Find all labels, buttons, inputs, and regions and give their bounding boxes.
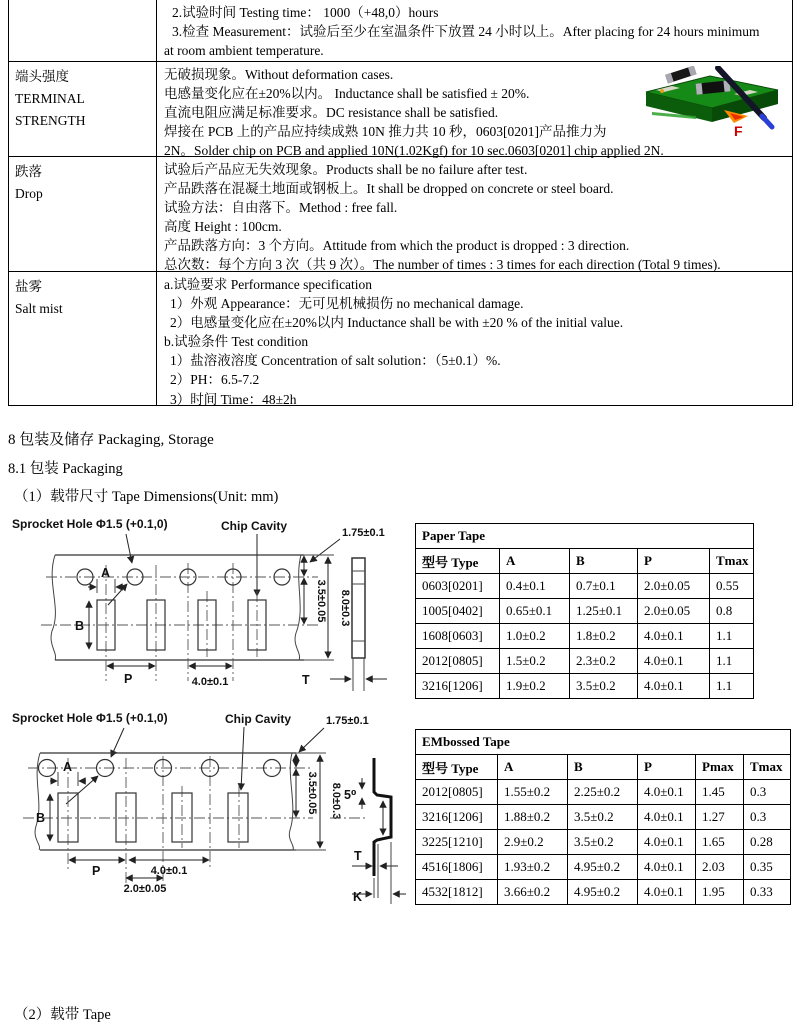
cell: 3216[1206] <box>416 674 500 699</box>
cell: 1.8±0.2 <box>570 624 638 649</box>
leader-arrow <box>241 727 244 790</box>
dim-t-label: T <box>354 849 362 863</box>
paper-tape-dimension-diagram <box>8 513 408 709</box>
table-title: EMbossed Tape <box>416 730 791 755</box>
cell: 4.0±0.1 <box>638 649 710 674</box>
cell: 0.3 <box>744 780 791 805</box>
cell: 4516[1806] <box>416 855 498 880</box>
cell: 2012[0805] <box>416 780 498 805</box>
table-row-salt-mist <box>9 272 792 406</box>
row-label-line: 端头强度 <box>15 69 69 84</box>
spec-line: 3.检查 Measurement：试验后至少在室温条件下放置 24 小时以上。After placing for 24 hours minimum <box>172 24 760 40</box>
spec-line: 试验后产品应无失效现象。Products shall be no failure after test. <box>164 162 528 177</box>
cell: 2.0±0.05 <box>638 599 710 624</box>
dim-b-label: B <box>36 811 46 825</box>
cell: 1.65 <box>696 830 744 855</box>
table-row <box>416 599 754 624</box>
dim-a-label: A <box>63 760 73 774</box>
spec-line: b.试验条件 Test condition <box>164 334 309 350</box>
cell: 3216[1206] <box>416 805 498 830</box>
cell: 3.5±0.2 <box>568 805 638 830</box>
leader-arrow <box>299 728 324 752</box>
cell: 1.5±0.2 <box>500 649 570 674</box>
cell: 4.0±0.1 <box>638 674 710 699</box>
dim-p-label: P <box>92 864 101 878</box>
break-line <box>51 555 56 660</box>
terminal-strength-illustration <box>638 66 790 144</box>
table-row <box>416 830 791 855</box>
dim-b-label: B <box>75 619 85 633</box>
spec-line: 2N。Solder chip on PCB and applied 10N(1.02Kgf) for 10 sec.0603[0201] chip applied 2N. <box>164 143 664 159</box>
row-label-cell <box>9 157 157 271</box>
cell: 0.7±0.1 <box>570 574 638 599</box>
spec-line: 试验方法：自由落下。Method : free fall. <box>164 200 398 216</box>
angle-label: 5⁰ <box>344 788 357 802</box>
row-label-line: Salt mist <box>15 301 63 316</box>
col-header: B <box>570 549 638 574</box>
spec-line: 产品跌落方向：3 个方向。Attitude from which the product is dropped : 3 direction. <box>164 238 630 254</box>
col-header: A <box>498 755 568 780</box>
row-label-line: 盐雾 <box>15 279 42 294</box>
table-row <box>416 780 791 805</box>
cell: 4.0±0.1 <box>638 880 696 905</box>
table-row <box>416 574 754 599</box>
dim-width-label: 8.0±0.3 <box>339 589 351 627</box>
row-label-cell <box>9 0 157 61</box>
spec-line: a.试验要求 Performance specification <box>164 277 373 292</box>
cell: 2.0±0.05 <box>638 574 710 599</box>
spec-line: 高度 Height : 100cm. <box>164 219 282 235</box>
leader-arrow <box>126 534 132 563</box>
col-header: 型号 Type <box>416 549 500 574</box>
table-row <box>416 880 791 905</box>
dim-width-label: 8.0±0.3 <box>330 782 342 820</box>
table-row-continuation <box>9 0 792 62</box>
table-row <box>416 674 754 699</box>
dim-center-label: 3.5±0.05 <box>315 579 327 623</box>
table-row-drop <box>9 157 792 272</box>
cell: 1.88±0.2 <box>498 805 568 830</box>
spec-line: 总次数：每个方向 3 次（共 9 次）。The number of times : 3 times for each direction (Total 9 times). <box>164 257 721 273</box>
push-rod-tip <box>762 116 772 127</box>
subsection-heading-packaging: 8.1 包装 Packaging <box>8 461 123 477</box>
table-row <box>416 624 754 649</box>
dim-t-label: T <box>302 673 310 687</box>
row-label-line: Drop <box>15 186 43 201</box>
break-line <box>295 555 301 660</box>
col-header: A <box>500 549 570 574</box>
cell: 1.55±0.2 <box>498 780 568 805</box>
item-heading-tape-dimensions: （1）载带尺寸 Tape Dimensions(Unit: mm) <box>14 489 279 505</box>
cell: 0.55 <box>710 574 754 599</box>
cell: 4.0±0.1 <box>638 624 710 649</box>
cell: 2.9±0.2 <box>498 830 568 855</box>
cell: 0603[0201] <box>416 574 500 599</box>
row-label-line: TERMINAL <box>15 91 85 106</box>
embossed-tape-table <box>415 729 791 905</box>
col-header: Tmax <box>744 755 791 780</box>
spec-line: 焊接在 PCB 上的产品应持续成熟 10N 推力共 10 秒，0603[0201]产品推力为 <box>164 124 607 140</box>
cell: 0.3 <box>744 805 791 830</box>
spec-line: 无破损现象。Without deformation cases. <box>164 67 394 82</box>
cell: 0.4±0.1 <box>500 574 570 599</box>
cell: 1.93±0.2 <box>498 855 568 880</box>
cell: 1.1 <box>710 624 754 649</box>
cell: 0.28 <box>744 830 791 855</box>
cell: 0.33 <box>744 880 791 905</box>
dim-edge-label: 1.75±0.1 <box>326 715 369 727</box>
cell: 0.8 <box>710 599 754 624</box>
col-header: B <box>568 755 638 780</box>
cell: 3.5±0.2 <box>568 830 638 855</box>
spec-line: 2）电感量变化应在±20%以内 Inductance shall be with ±20 % of the initial value. <box>170 315 624 331</box>
section-heading-packaging-storage: 8 包装及储存 Packaging, Storage <box>8 432 214 448</box>
sprocket-hole-label: Sprocket Hole Φ1.5 (+0.1,0) <box>12 711 168 725</box>
cell: 2.25±0.2 <box>568 780 638 805</box>
table-row <box>416 805 791 830</box>
col-header: 型号 Type <box>416 755 498 780</box>
embossed-tape-dimension-diagram <box>8 708 408 908</box>
spec-line: 2.试验时间 Testing time： 1000（+48,0）hours <box>172 5 439 20</box>
cell: 1.45 <box>696 780 744 805</box>
row-content-cell <box>157 272 792 405</box>
leader-arrow <box>310 539 340 562</box>
test-spec-table <box>8 0 793 406</box>
sprocket-hole-label: Sprocket Hole Φ1.5 (+0.1,0) <box>12 517 168 531</box>
spec-line: 3）时间 Time：48±2h <box>170 391 297 407</box>
dim-pitch-label: 4.0±0.1 <box>191 676 229 688</box>
dim-a-label: A <box>101 566 111 580</box>
row-label-line: 跌落 <box>15 164 42 179</box>
tape-side-view <box>352 558 365 658</box>
spec-line: 产品跌落在混凝土地面或钢板上。It shall be dropped on concrete or steel board. <box>164 181 614 197</box>
table-row <box>416 649 754 674</box>
cell: 3.66±0.2 <box>498 880 568 905</box>
col-header: P <box>638 755 696 780</box>
row-label-line: STRENGTH <box>15 113 86 128</box>
cell: 2012[0805] <box>416 649 500 674</box>
row-content-cell <box>157 0 792 61</box>
force-label: F <box>734 123 743 139</box>
cell: 1.1 <box>710 674 754 699</box>
dim-k-label: K <box>353 890 363 904</box>
cell: 1.25±0.1 <box>570 599 638 624</box>
spec-line: 1）盐溶液溶度 Concentration of salt solution：（5±0.1）%. <box>170 353 501 369</box>
cell: 0.35 <box>744 855 791 880</box>
row-label-cell <box>9 272 157 405</box>
cell: 4.0±0.1 <box>638 805 696 830</box>
dim-center-label: 3.5±0.05 <box>306 771 318 815</box>
table-title: Paper Tape <box>416 524 754 549</box>
break-line <box>289 753 293 850</box>
col-header: Tmax <box>710 549 754 574</box>
cell: 1608[0603] <box>416 624 500 649</box>
col-header: P <box>638 549 710 574</box>
cell: 4532[1812] <box>416 880 498 905</box>
cell: 4.0±0.1 <box>638 780 696 805</box>
cell: 1.0±0.2 <box>500 624 570 649</box>
spec-line: 1）外观 Appearance：无可见机械损伤 no mechanical damage. <box>170 296 524 312</box>
spec-line: 电感量变化应在±20%以内。 Inductance shall be satisfied ± 20%. <box>164 86 530 102</box>
cell: 4.95±0.2 <box>568 880 638 905</box>
cell: 1.95 <box>696 880 744 905</box>
table-row <box>416 855 791 880</box>
cell: 4.95±0.2 <box>568 855 638 880</box>
cell: 3225[1210] <box>416 830 498 855</box>
row-label-cell <box>9 62 157 156</box>
cell: 4.0±0.1 <box>638 830 696 855</box>
cell: 4.0±0.1 <box>638 855 696 880</box>
paper-tape-table <box>415 523 754 699</box>
solder-dot <box>660 89 664 93</box>
spec-line: 2）PH：6.5-7.2 <box>170 372 260 388</box>
leader-arrow <box>66 776 98 804</box>
chip-cavity-label: Chip Cavity <box>221 519 288 533</box>
row-content-cell <box>157 157 792 271</box>
cell: 2.03 <box>696 855 744 880</box>
item-heading-tape: （2）载带 Tape <box>14 1007 111 1023</box>
col-header: Pmax <box>696 755 744 780</box>
chip-cavity-label: Chip Cavity <box>225 712 292 726</box>
cell: 1.9±0.2 <box>500 674 570 699</box>
dim-p-label: P <box>124 672 133 686</box>
cell: 0.65±0.1 <box>500 599 570 624</box>
spec-line: at room ambient temperature. <box>164 43 324 59</box>
spec-line: 直流电阻应满足标准要求。DC resistance shall be satisfied. <box>164 105 499 121</box>
header-row <box>416 755 791 780</box>
header-row <box>416 549 754 574</box>
cell: 1.1 <box>710 649 754 674</box>
chip-cavity <box>228 793 248 842</box>
break-line <box>35 753 40 850</box>
cell: 1005[0402] <box>416 599 500 624</box>
cell: 2.3±0.2 <box>570 649 638 674</box>
cell: 1.27 <box>696 805 744 830</box>
dim-pitch-label: 4.0±0.1 <box>150 865 188 877</box>
dim-edge-label: 1.75±0.1 <box>342 527 385 539</box>
cell: 3.5±0.2 <box>570 674 638 699</box>
dim-hole-label: 2.0±0.05 <box>123 883 167 895</box>
